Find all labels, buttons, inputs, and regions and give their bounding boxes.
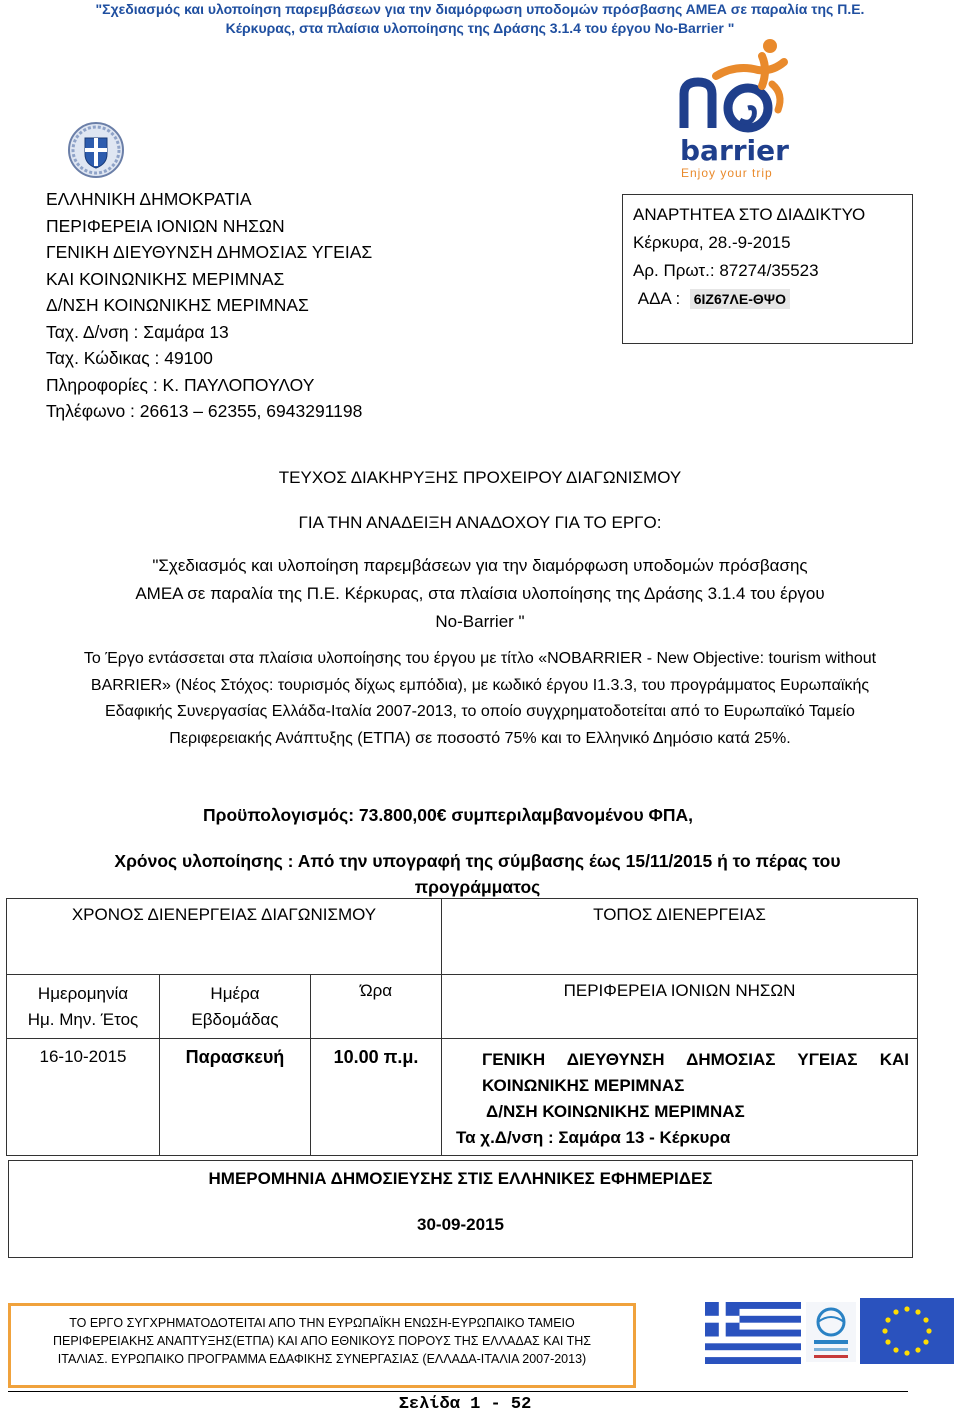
ada-value: 6ΙΖ67ΛΕ-ΘΨΟ <box>690 289 790 309</box>
greek-emblem-icon <box>66 120 126 180</box>
sender-line: Δ/ΝΣΗ ΚΟΙΝΩΝΙΚΗΣ ΜΕΡΙΜΝΑΣ <box>46 295 309 315</box>
tender-schedule-table <box>6 898 918 1156</box>
posting-date: Κέρκυρα, 28.-9-2015 <box>633 233 791 252</box>
description-line: Εδαφικής Συνεργασίας Ελλάδα-Ιταλία 2007-2013, το οποίο συγχρηματοδοτείται από το Ευρωπαϊκό Ταμείο <box>105 703 855 720</box>
project-title-line: "Σχεδιασμός και υλοποίηση παρεμβάσεων για την διαμόρφωση υποδομών πρόσβασης <box>152 556 808 575</box>
publication-date: 30-09-2015 <box>417 1215 504 1234</box>
tender-place <box>442 1039 918 1156</box>
sender-line: Τηλέφωνο : 26613 – 62355, 6943291198 <box>46 401 363 421</box>
page-number: Σελίδα 1 - 52 <box>398 1395 532 1414</box>
posting-info-box <box>622 194 913 344</box>
publication-box <box>8 1160 913 1258</box>
place-line-2: ΚΟΙΝΩΝΙΚΗΣ ΜΕΡΙΜΝΑΣ <box>482 1076 685 1095</box>
day-label-1: Ημέρα <box>210 984 260 1003</box>
tender-subtitle: ΓΙΑ ΤΗΝ ΑΝΑΔΕΙΞΗ ΑΝΑΔΟΧΟΥ ΓΙΑ ΤΟ ΕΡΓΟ: <box>298 513 662 532</box>
place-region-header: ΠΕΡΙΦΕΡΕΙΑ ΙΟΝΙΩΝ ΝΗΣΩΝ <box>442 975 918 1039</box>
duration-block <box>0 848 955 900</box>
eu-flag-icon <box>860 1298 954 1364</box>
sender-line: Ταχ. Δ/νση : Σαμάρα 13 <box>46 321 229 342</box>
sender-line: ΚΑΙ ΚΟΙΝΩΝΙΚΗΣ ΜΕΡΙΜΝΑΣ <box>46 268 285 289</box>
place-line-4: Τα χ.Δ/νση : Σαμάρα 13 - Κέρκυρα <box>456 1128 731 1147</box>
logo-wordmark: barrier <box>680 134 789 167</box>
posting-title: ΑΝΑΡΤΗΤΕΑ ΣΤΟ ΔΙΑΔΙΚΤΥΟ <box>633 205 866 224</box>
day-label-2: Εβδομάδας <box>191 1010 279 1029</box>
protocol-number: Αρ. Πρωτ.: 87274/35523 <box>633 261 819 280</box>
sender-line: ΓΕΝΙΚΗ ΔΙΕΥΘΥΝΣΗ ΔΗΜΟΣΙΑΣ ΥΓΕΙΑΣ <box>46 242 373 262</box>
sender-line: ΕΛΛΗΝΙΚΗ ΔΗΜΟΚΡΑΤΙΑ <box>46 189 252 209</box>
ada-label: ΑΔΑ : <box>637 289 681 308</box>
tender-title: ΤΕΥΧΟΣ ΔΙΑΚΗΡΥΞΗΣ ΠΡΟΧΕΙΡΟΥ ΔΙΑΓΩΝΙΣΜΟΥ <box>278 468 682 487</box>
funding-line: ΤΟ ΕΡΓΟ ΣΥΓΧΡΗΜΑΤΟΔΟΤΕΙΤΑΙ ΑΠΟ ΤΗΝ ΕΥΡΩΠΑΪΚΗ ΕΝΩΣΗ-ΕΥΡΩΠΑΙΚΟ ΤΑΜΕΙΟ <box>69 1316 575 1330</box>
duration-line-2: προγράμματος <box>414 877 541 897</box>
date-label-2: Ημ. Μην. Έτος <box>27 1010 139 1029</box>
tender-day: Παρασκευή <box>160 1039 311 1156</box>
running-header-line-1: "Σχεδιασμός και υλοποίηση παρεμβάσεων για την διαμόρφωση υποδομών πρόσβασης ΑΜΕΑ σε παραλία της Π.Ε. <box>95 1 865 17</box>
funding-line: ΠΕΡΙΦΕΡΕΙΑΚΗΣ ΑΝΑΠΤΥΞΗΣ(ΕΤΠΑ) ΚΑΙ ΑΠΟ ΕΘΝΙΚΟΥΣ ΠΟΡΟΥΣ ΤΗΣ ΕΛΛΑΔΑΣ ΚΑΙ ΤΗΣ <box>52 1334 592 1348</box>
greek-flag-icon <box>705 1302 801 1364</box>
sender-line: Πληροφορίες : Κ. ΠΑΥΛΟΠΟΥΛΟΥ <box>46 374 315 395</box>
description-line: Το Έργο εντάσσεται στα πλαίσια υλοποίησης του έργου με τίτλο «NOBARRIER - New Objective: tourism without <box>83 650 877 667</box>
place-line-3: Δ/ΝΣΗ ΚΟΙΝΩΝΙΚΗΣ ΜΕΡΙΜΝΑΣ <box>486 1102 745 1121</box>
schedule-time-header: ΧΡΟΝΟΣ ΔΙΕΝΕΡΓΕΙΑΣ ΔΙΑΓΩΝΙΣΜΟΥ <box>7 899 442 975</box>
tender-time: 10.00 π.μ. <box>311 1039 442 1156</box>
budget-line: Προϋπολογισμός: 73.800,00€ συμπεριλαμβανομένου ΦΠΑ, <box>203 805 694 825</box>
time-column-header: Ώρα <box>311 975 442 1039</box>
description-line: BARRIER» (Νέος Στόχος: τουρισμός δίχως εμπόδια), με κωδικό έργου I1.3.3, του προγράμματος Ευρωπαϊκής <box>90 676 870 694</box>
project-description <box>40 646 920 752</box>
date-column-header <box>7 975 160 1039</box>
project-title <box>60 552 900 636</box>
duration-line-1: Χρόνος υλοποίησης : Από την υπογραφή της σύμβασης έως 15/11/2015 ή το πέρας του <box>114 851 841 871</box>
schedule-place-header: ΤΟΠΟΣ ΔΙΕΝΕΡΓΕΙΑΣ <box>442 899 918 975</box>
project-title-line: No-Barrier " <box>435 612 525 631</box>
sender-line: Ταχ. Κώδικας : 49100 <box>46 348 213 368</box>
project-title-line: ΑΜΕΑ σε παραλία της Π.Ε. Κέρκυρας, στα πλαίσια υλοποίησης της Δράσης 3.1.4 του έργου <box>135 584 825 603</box>
sender-block <box>46 186 372 425</box>
running-header-line-2: Κέρκυρας, στα πλαίσια υλοποίησης της Δράσης 3.1.4 του έργου No-Barrier " <box>225 20 735 36</box>
interreg-programme-logo-icon <box>806 1302 856 1362</box>
funding-notice-box <box>8 1303 636 1388</box>
ada-row <box>633 285 902 313</box>
logo-tagline: Enjoy your trip <box>681 166 773 180</box>
place-line-1: ΓΕΝΙΚΗ ΔΙΕΥΘΥΝΣΗ ΔΗΜΟΣΙΑΣ ΥΓΕΙΑΣ ΚΑΙ <box>482 1050 909 1069</box>
funding-line: ΙΤΑΛΙΑΣ. ΕΥΡΩΠΑΙΚΟ ΠΡΟΓΡΑΜΜΑ ΕΔΑΦΙΚΗΣ ΣΥΝΕΡΓΑΣΙΑΣ (ΕΛΛΑΔΑ-ΙΤΑΛΙΑ 2007-2013) <box>57 1352 587 1366</box>
tender-date: 16-10-2015 <box>7 1039 160 1156</box>
footer-divider <box>8 1391 908 1392</box>
day-column-header <box>160 975 311 1039</box>
sender-line: ΠΕΡΙΦΕΡΕΙΑ ΙΟΝΙΩΝ ΝΗΣΩΝ <box>46 215 285 236</box>
description-line: Περιφερειακής Ανάπτυξης (ΕΤΠΑ) σε ποσοστό 75% και το Ελληνικό Δημόσιο κατά 25%. <box>169 729 791 747</box>
publication-title: ΗΜΕΡΟΜΗΝΙΑ ΔΗΜΟΣΙΕΥΣΗΣ ΣΤΙΣ ΕΛΛΗΝΙΚΕΣ ΕΦΗΜΕΡΙΔΕΣ <box>208 1169 713 1188</box>
running-header <box>0 0 960 38</box>
date-label-1: Ημερομηνία <box>37 984 129 1003</box>
